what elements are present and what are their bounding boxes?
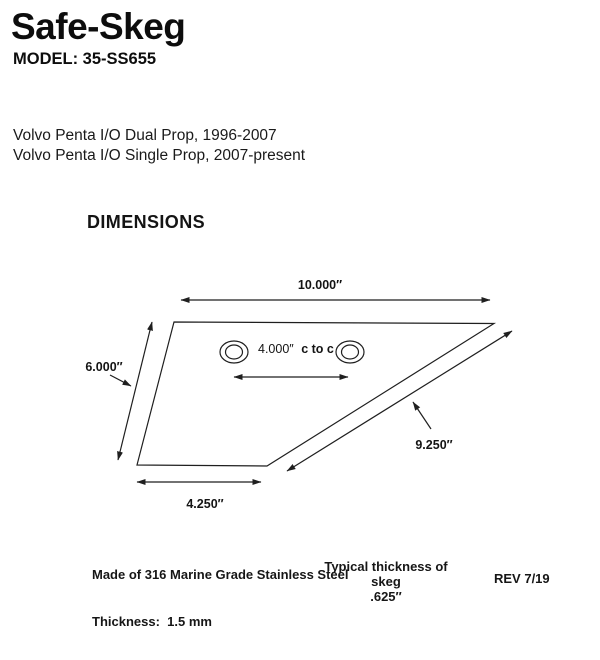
hole-inner-ring (342, 345, 359, 359)
revision-label: REV 7/19 (494, 571, 550, 586)
typical-thickness-value: .625″ (370, 589, 402, 604)
dim-label-top-width: 10.000″ (297, 278, 343, 292)
mounting-hole-left (220, 341, 248, 363)
hole-spacing-value: 4.000″ (258, 342, 294, 356)
dimension-diagram (0, 240, 600, 540)
mounting-hole-right (336, 341, 364, 363)
material-line: Made of 316 Marine Grade Stainless Steel (92, 567, 349, 582)
typical-thickness-note (312, 559, 460, 604)
application-item: Volvo Penta I/O Single Prop, 2007-present (13, 147, 306, 164)
dimensions-heading: DIMENSIONS (87, 212, 206, 232)
typical-thickness-label: Typical thickness of skeg (324, 559, 448, 589)
hole-inner-ring (226, 345, 243, 359)
dim-label-hole-spacing (258, 342, 334, 356)
leader-arrow-left-height (110, 375, 131, 386)
application-item: Volvo Penta I/O Dual Prop, 1996-2007 (13, 127, 277, 144)
hole-outer-ring (336, 341, 364, 363)
product-title: Safe-Skeg (11, 6, 186, 47)
dim-label-diagonal: 9.250″ (415, 438, 453, 452)
hole-outer-ring (220, 341, 248, 363)
dim-label-left-height: 6.000″ (85, 360, 123, 374)
dim-line-left-height (118, 322, 152, 460)
application-list (13, 126, 305, 166)
hole-spacing-suffix: c to c (301, 342, 334, 356)
dim-label-bottom-width: 4.250″ (186, 497, 224, 511)
leader-arrow-diagonal (413, 402, 431, 429)
thickness-line: Thickness: 1.5 mm (92, 613, 212, 629)
model-number: MODEL: 35-SS655 (13, 50, 157, 68)
material-note (92, 536, 349, 660)
